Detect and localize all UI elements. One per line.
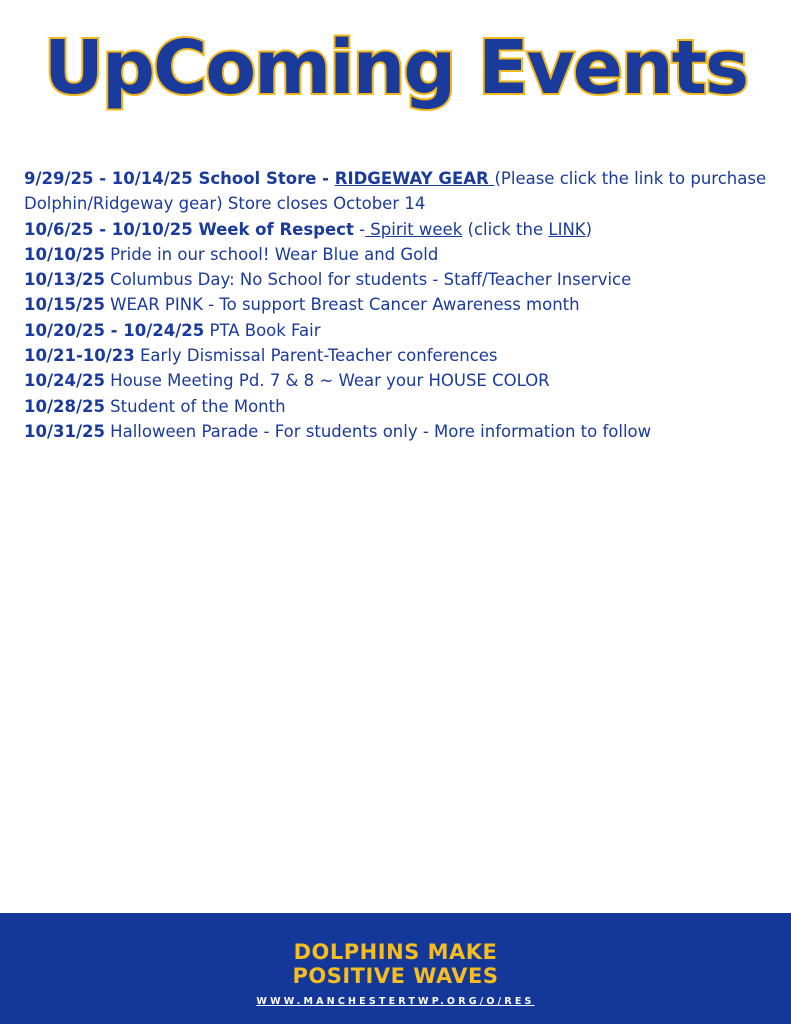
event-date: 10/21-10/23	[24, 346, 135, 366]
event-halloween-parade	[24, 419, 779, 444]
slogan-line: POSITIVE WAVES	[292, 964, 499, 988]
event-week-of-respect	[24, 217, 779, 242]
event-student-of-month	[24, 394, 779, 419]
event-date: 10/31/25	[24, 421, 105, 441]
event-date: 10/13/25	[24, 270, 105, 290]
footer-banner	[0, 913, 791, 1024]
event-text: WEAR PINK - To support Breast Cancer Awareness month	[104, 295, 580, 315]
event-school-store	[24, 166, 779, 217]
website-link[interactable]: WWW.MANCHESTERTWP.ORG/O/RES	[256, 996, 535, 1007]
spirit-week-link[interactable]: Spirit week	[365, 219, 463, 239]
event-text: PTA Book Fair	[204, 320, 321, 340]
event-date: 10/10/25	[24, 244, 105, 264]
events-list	[24, 166, 779, 444]
footer-slogan	[0, 940, 791, 988]
event-date: 10/28/25	[24, 396, 105, 416]
event-date: 9/29/25 - 10/14/25 School Store -	[24, 169, 335, 188]
event-text: Student of the Month	[104, 396, 286, 416]
link-link[interactable]: LINK	[548, 219, 586, 239]
event-pride	[24, 242, 779, 267]
event-text: Columbus Day: No School for students - Staff/Teacher Inservice	[104, 270, 632, 290]
page-title: UpComing Events	[43, 25, 748, 111]
slogan-line: DOLPHINS MAKE	[293, 940, 498, 964]
event-text: Pride in our school! Wear Blue and Gold	[104, 244, 439, 264]
event-text: Early Dismissal Parent-Teacher conferences	[134, 346, 498, 366]
event-text: (click the	[462, 219, 549, 239]
event-text: -	[353, 219, 366, 239]
event-date: 10/15/25	[24, 295, 105, 315]
event-date: 10/20/25 - 10/24/25	[24, 320, 205, 340]
event-book-fair	[24, 318, 779, 343]
event-early-dismissal	[24, 343, 779, 368]
event-text: )	[585, 219, 593, 239]
event-house-meeting	[24, 368, 779, 393]
event-text: Halloween Parade - For students only - More information to follow	[104, 421, 652, 441]
event-text: House Meeting Pd. 7 & 8 ~ Wear your HOUSE COLOR	[104, 371, 550, 391]
event-text: (Please click the link to purchase Dolphin/Ridgeway gear) Store closes October 14	[24, 169, 767, 214]
event-wear-pink	[24, 292, 779, 317]
event-date: 10/24/25	[24, 371, 105, 391]
event-columbus-day	[24, 267, 779, 292]
ridgeway-gear-link[interactable]: RIDGEWAY GEAR	[334, 169, 495, 188]
event-date: 10/6/25 - 10/10/25 Week of Respect	[24, 219, 354, 239]
